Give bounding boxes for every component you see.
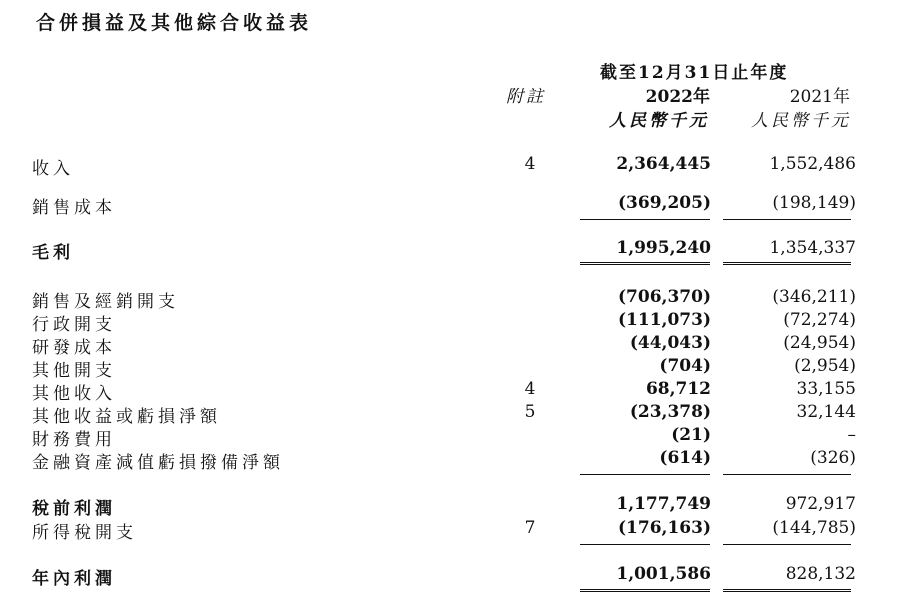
row-2022-selling-expenses: (706,370) [618,287,711,307]
note-column-header: 附註 [506,87,546,107]
row-2021-profit-for-year: 828,132 [785,564,856,584]
row-2021-admin-expenses: (72,274) [783,310,856,330]
row-2022-rnd-costs: (44,043) [629,333,711,353]
row-note-income-tax: 7 [524,518,536,538]
row-label-cost-of-sales: 銷售成本 [32,198,116,218]
row-2021-cost-of-sales: (198,149) [772,193,856,213]
row-label-profit-before-tax: 稅前利潤 [32,499,116,519]
row-2022-other-expenses: (704) [659,356,711,376]
row-2022-impairment-allowance: (614) [659,448,711,468]
total-rule-2022 [580,262,710,265]
row-2022-profit-before-tax: 1,177,749 [616,494,711,514]
year-2022-header: 2022年 [645,87,710,107]
row-2021-selling-expenses: (346,211) [772,287,856,307]
row-label-impairment-allowance: 金融資產減值虧損撥備淨額 [32,453,284,473]
statement-title: 合併損益及其他綜合收益表 [36,12,313,34]
row-2021-income-tax: (144,785) [772,518,856,538]
row-label-income-tax: 所得稅開支 [32,523,137,543]
unit-2021-header: 人民幣千元 [751,111,851,131]
row-note-other-gains-losses: 5 [524,402,536,422]
row-2021-finance-costs: – [847,425,856,445]
row-note-other-income: 4 [524,379,536,399]
pretax-rule-2022 [580,474,710,475]
row-label-finance-costs: 財務費用 [32,430,116,450]
row-2021-other-gains-losses: 32,144 [796,402,856,422]
row-note-revenue: 4 [524,154,536,174]
pretax-rule-2021 [723,474,851,475]
row-label-other-expenses: 其他開支 [32,361,116,381]
subtotal-rule-2022 [580,219,710,220]
row-2022-revenue: 2,364,445 [616,154,711,174]
row-label-other-gains-losses: 其他收益或虧損淨額 [32,407,221,427]
row-2022-profit-for-year: 1,001,586 [616,564,711,584]
row-2021-impairment-allowance: (326) [810,448,856,468]
unit-2022-header: 人民幣千元 [609,111,709,131]
row-2022-other-gains-losses: (23,378) [629,402,711,422]
row-label-selling-expenses: 銷售及經銷開支 [32,292,179,312]
row-2022-finance-costs: (21) [671,425,711,445]
profit-rule-2021 [723,544,851,545]
final-rule-2022 [580,589,710,592]
row-2022-admin-expenses: (111,073) [618,310,711,330]
total-rule-2021 [723,262,851,265]
row-2022-income-tax: (176,163) [618,518,711,538]
row-2022-gross-profit: 1,995,240 [616,238,711,258]
row-label-gross-profit: 毛利 [32,243,74,263]
row-2021-revenue: 1,552,486 [769,154,856,174]
row-label-admin-expenses: 行政開支 [32,315,116,335]
row-label-rnd-costs: 研發成本 [32,338,116,358]
row-label-other-income: 其他收入 [32,384,116,404]
profit-rule-2022 [580,544,710,545]
row-2021-other-expenses: (2,954) [794,356,856,376]
subtotal-rule-2021 [723,219,851,220]
row-2021-profit-before-tax: 972,917 [785,494,856,514]
row-2021-other-income: 33,155 [796,379,856,399]
period-header: 截至12月31日止年度 [600,63,789,83]
final-rule-2021 [723,589,851,592]
row-label-revenue: 收入 [32,159,74,179]
year-2021-header: 2021年 [789,87,850,107]
row-2021-rnd-costs: (24,954) [783,333,856,353]
row-2022-other-income: 68,712 [645,379,711,399]
row-2021-gross-profit: 1,354,337 [769,238,856,258]
row-label-profit-for-year: 年內利潤 [32,569,116,589]
row-2022-cost-of-sales: (369,205) [618,193,711,213]
